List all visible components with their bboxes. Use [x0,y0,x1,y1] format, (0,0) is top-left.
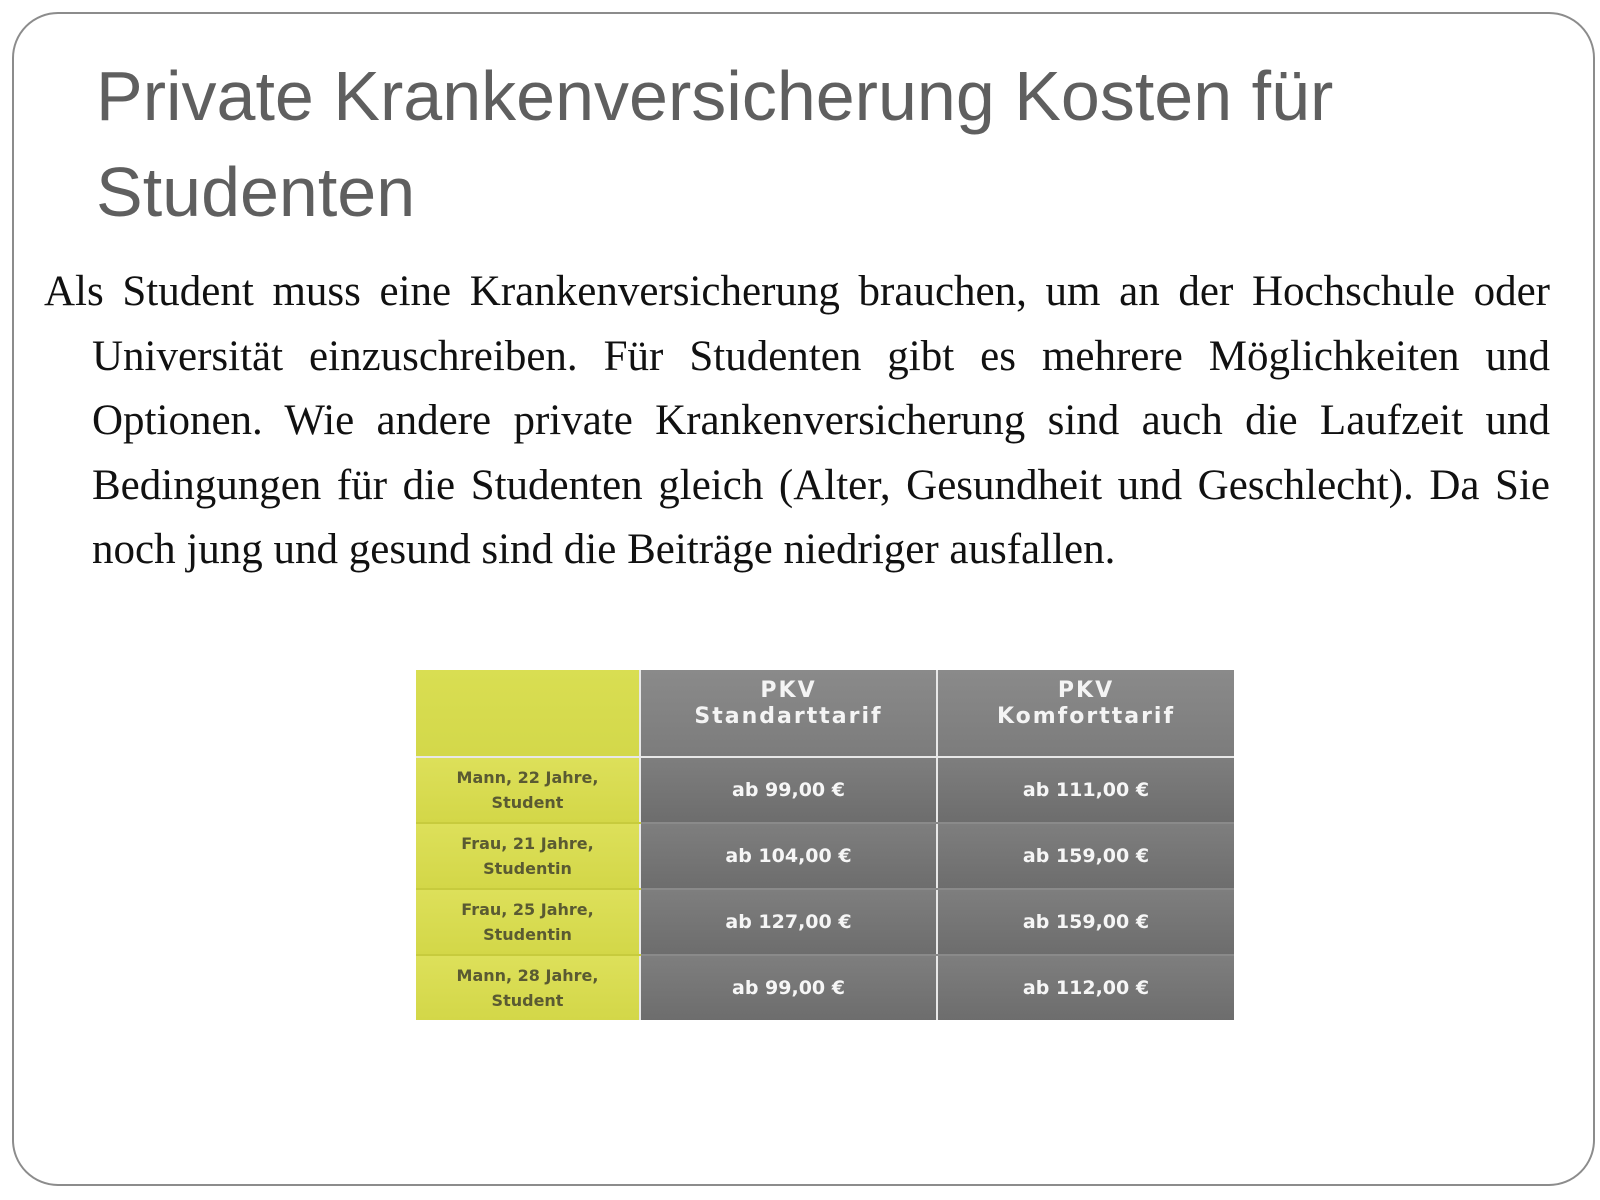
column-header-line: Komforttarif [996,704,1176,729]
table-header-row [416,670,1234,757]
table-corner-cell [416,670,640,757]
price-cell-standard: ab 99,00 € [640,955,937,1020]
column-header-standard [640,670,937,757]
price-cell-komfort: ab 111,00 € [937,757,1234,823]
row-label-line: Student [491,793,564,812]
price-cell-standard: ab 99,00 € [640,757,937,823]
price-cell-komfort: ab 159,00 € [937,889,1234,955]
row-label-line: Frau, 21 Jahre, [461,834,594,853]
column-header-line: PKV [1057,678,1115,703]
column-header-komfort [937,670,1234,757]
row-label-line: Student [491,991,564,1010]
row-label [416,757,640,823]
price-cell-standard: ab 104,00 € [640,823,937,889]
table-row [416,889,1234,955]
price-cell-komfort: ab 159,00 € [937,823,1234,889]
slide-title-line-2: Studenten [96,153,416,231]
price-table [416,670,1234,1020]
row-label [416,889,640,955]
row-label [416,955,640,1020]
price-cell-komfort: ab 112,00 € [937,955,1234,1020]
slide-title [96,48,1536,240]
row-label-line: Studentin [483,925,572,944]
slide-body-text: Als Student muss eine Krankenversicherung brauchen, um an der Hochschule oder Universität einzuschreiben. Für Studenten gibt es mehrere Möglichkeiten und Optionen. Wie andere private Krankenversicherung sind auch die Laufzeit und Bedingungen für die Studenten gleich (Alter, Gesundheit und Geschlecht). Da Sie noch jung und gesund sind die Beiträge niedriger ausfallen. [44,268,1550,573]
row-label-line: Frau, 25 Jahre, [461,900,594,919]
column-header-line: PKV [760,678,817,703]
row-label-line: Mann, 22 Jahre, [456,768,599,787]
table-row [416,955,1234,1020]
row-label-line: Studentin [483,859,572,878]
table-row [416,757,1234,823]
price-cell-standard: ab 127,00 € [640,889,937,955]
slide-title-line-1: Private Krankenversicherung Kosten für [96,57,1334,135]
row-label-line: Mann, 28 Jahre, [456,966,599,985]
row-label [416,823,640,889]
table-row [416,823,1234,889]
column-header-line: Standarttarif [694,704,883,729]
